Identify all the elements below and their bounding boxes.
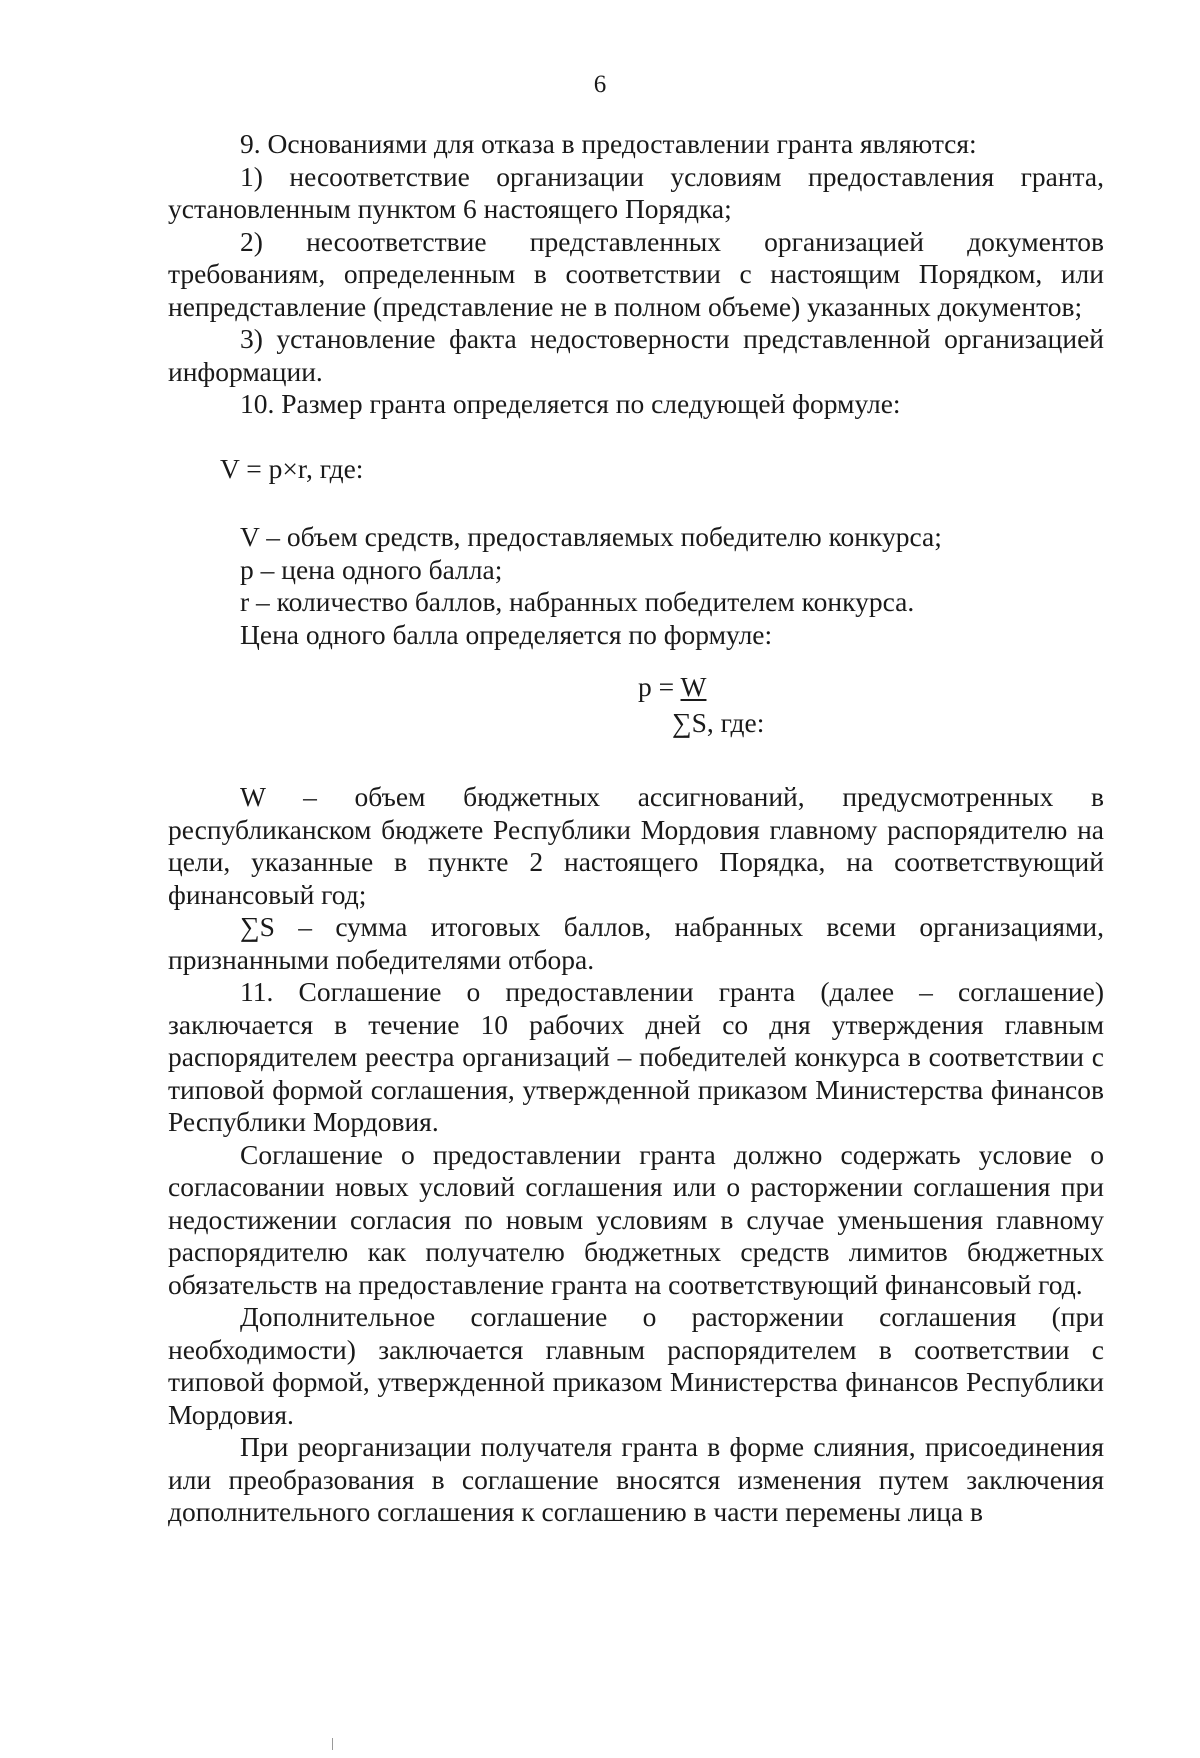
definition-sum-s: ∑S – сумма итоговых баллов, набранных всеми организациями, признанными победителями отбора. (168, 911, 1104, 975)
document-body (168, 128, 1104, 1529)
paragraph-9-item-1: 1) несоответствие организации условиям предоставления гранта, установленным пунктом 6 настоящего Порядка; (168, 160, 1104, 224)
paragraph-10: 10. Размер гранта определяется по следующей формуле: (240, 388, 901, 419)
paragraph-reorganization: При реорганизации получателя гранта в форме слияния, присоединения или преобразования в соглашение вносятся изменения путем заключения дополнительного соглашения к соглашению в части перемены лица в (168, 1431, 1104, 1527)
formula-v: V = p×r, где: (220, 452, 364, 484)
formula-p (168, 671, 1104, 781)
definition-r: r – количество баллов, набранных победителем конкурса. (240, 586, 915, 617)
formula-p-lhs: p = (638, 671, 681, 702)
paragraph-9-item-3: 3) установление факта недостоверности представленной организацией информации. (168, 323, 1104, 387)
definition-v: V – объем средств, предоставляемых победителю конкурса; (240, 521, 942, 552)
point-price-intro: Цена одного балла определяется по формуле: (240, 618, 773, 650)
formula-p-numerator: W (680, 671, 707, 702)
paragraph-9-item-2: 2) несоответствие представленных организацией документов требованиям, определенным в соответствии с настоящим Порядком, или непредставление (представление не в полном объеме) указанных документов; (168, 225, 1104, 322)
paragraph-agreement-conditions: Соглашение о предоставлении гранта должно содержать условие о согласовании новых условий соглашения или о расторжении соглашения при недостижении согласия по новым условиям в случае уменьшения главному распорядителю как получателю бюджетных средств лимитов бюджетных обязательств на предоставление гранта на соответствующий финансовый год. (168, 1138, 1104, 1300)
paragraph-additional-agreement: Дополнительное соглашение о расторжении соглашения (при необходимости) заключается главным распорядителем в соответствии с типовой формой, утвержденной приказом Министерства финансов Республики Мордовия. (168, 1301, 1104, 1430)
page-number: 6 (593, 71, 607, 98)
formula-p-denominator: ∑S, где: (672, 707, 765, 738)
scan-mark (332, 1738, 333, 1750)
definition-w: W – объем бюджетных ассигнований, предусмотренных в республиканском бюджете Республики Мордовия главному распорядителю на цели, указанные в пункте 2 настоящего Порядка, на соответствующий финансовый год; (168, 781, 1104, 910)
paragraph-9: 9. Основаниями для отказа в предоставлении гранта являются: (240, 128, 977, 159)
definition-p: p – цена одного балла; (240, 553, 503, 585)
formula-p-top (638, 671, 706, 704)
paragraph-11: 11. Соглашение о предоставлении гранта (далее – соглашение) заключается в течение 10 рабочих дней со дня утверждения главным распорядителем реестра организаций – победителей конкурса в соответствии с типовой формой соглашения, утвержденной приказом Министерства финансов Республики Мордовия. (168, 976, 1104, 1137)
